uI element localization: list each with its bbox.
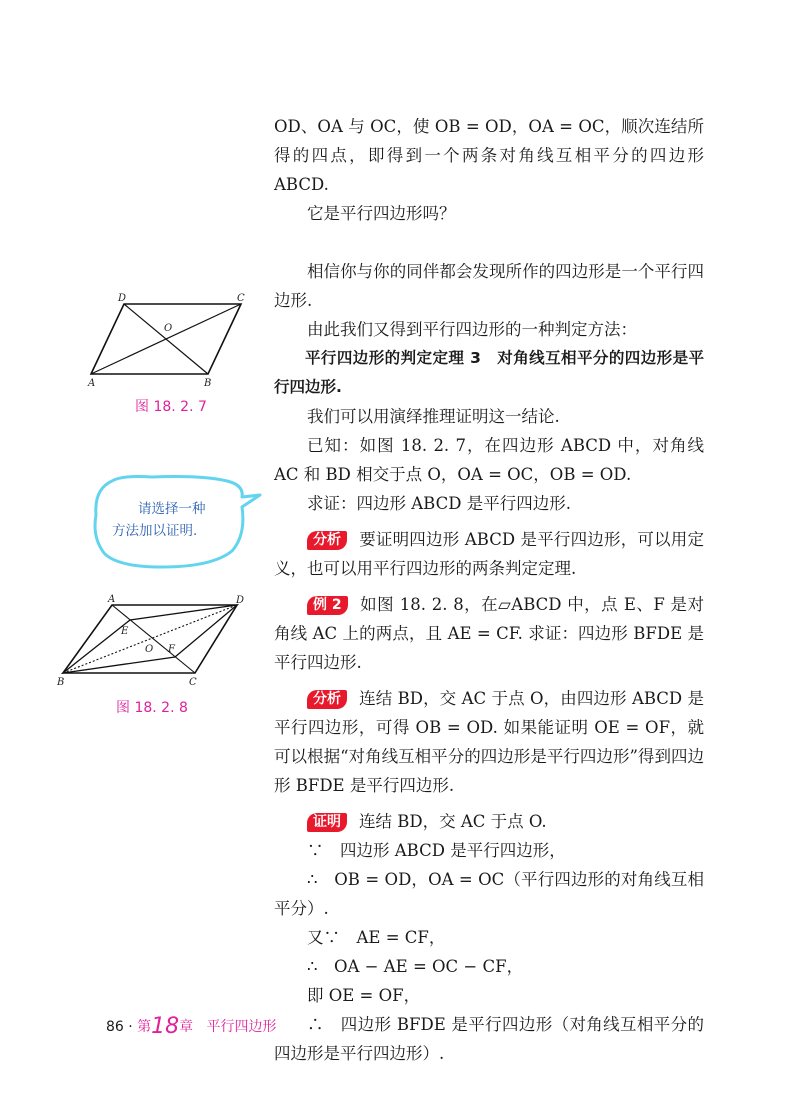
analysis-1 [274, 525, 704, 583]
example-2 [274, 590, 704, 677]
hint-line-1: 请选择一种 [138, 501, 206, 517]
proof-line: ∴ 四边形 BFDE 是平行四边形（对角线互相平分的四边形是平行四边形）. [274, 1015, 704, 1063]
prove-statement: 求证：四边形 ABCD 是平行四边形. [307, 494, 571, 513]
analysis-1-text: 要证明四边形 ABCD 是平行四边形，可以用定义，也可以用平行四边形的两条判定定理. [274, 530, 704, 578]
page-number: 86 · [106, 1019, 133, 1035]
proof-first-text: 连结 BD，交 AC 于点 O. [359, 812, 547, 831]
example-2-text: 如图 18. 2. 8，在▱ABCD 中，点 E、F 是对角线 AC 上的两点，且 AE = CF. 求证：四边形 BFDE 是平行四边形. [274, 595, 704, 672]
proof-line: 即 OE = OF， [307, 986, 421, 1005]
label-b: B [57, 677, 65, 687]
label-d: D [236, 595, 245, 606]
label-o: O [145, 644, 154, 655]
theorem-3: 平行四边形的判定定理 3 对角线互相平分的四边形是平行四边形. [274, 349, 704, 396]
figure-caption-18-2-8: 图 18. 2. 8 [116, 700, 188, 716]
analysis-2 [274, 684, 704, 800]
proof-line: ∵ 四边形 ABCD 是平行四边形， [307, 841, 566, 860]
label-b: B [204, 378, 212, 389]
chapter-number: 18 [151, 1014, 180, 1039]
label-e: E [121, 626, 129, 637]
main-text [274, 112, 704, 1068]
label-d: D [118, 293, 127, 304]
figure-caption-18-2-7: 图 18. 2. 7 [135, 399, 207, 415]
given-statement: 已知：如图 18. 2. 7，在四边形 ABCD 中，对角线 AC 和 BD 相交于点 O，OA = OC，OB = OD. [274, 436, 704, 484]
paragraph-construction: OD、OA 与 OC，使 OB = OD，OA = OC，顺次连结所得的四点，即得到一个两条对角线互相平分的四边形 ABCD. [274, 117, 704, 194]
paragraph-method-intro: 由此我们又得到平行四边形的一种判定方法： [307, 320, 637, 339]
label-o: O [164, 323, 173, 334]
proof-first-line [274, 807, 704, 836]
paragraph-deductive: 我们可以用演绎推理证明这一结论. [307, 407, 560, 426]
chapter-title: 平行四边形 [206, 1019, 277, 1035]
proof-line: ∴ OB = OD，OA = OC（平行四边形的对角线互相平分）. [274, 870, 704, 918]
label-a: A [88, 378, 96, 389]
analysis-tag: 分析 [307, 690, 347, 709]
analysis-tag: 分析 [307, 531, 347, 550]
proof-line: 又∵ AE = CF， [307, 928, 446, 947]
hint-line-2: 方法加以证明. [112, 523, 198, 539]
analysis-2-text: 连结 BD，交 AC 于点 O，由四边形 ABCD 是平行四边形，可得 OB = OD. 如果能证明 OE = OF，就可以根据“对角线互相平分的四边形是平行四边形”得到四边形 BFDE 是平行四边形. [274, 689, 704, 795]
diagonal-bd [124, 304, 208, 374]
hint-bubble-text [112, 498, 242, 542]
example-tag: 例 2 [307, 596, 348, 615]
page-footer [106, 1014, 277, 1039]
diagonal-ac [112, 605, 195, 673]
diagonal-bd-dotted [63, 605, 237, 673]
chapter-prefix: 第 [137, 1019, 152, 1035]
paragraph-question: 它是平行四边形吗？ [307, 204, 456, 223]
proof-line: ∴ OA − AE = OC − CF， [307, 957, 524, 976]
figure-18-2-8 [55, 592, 260, 687]
chapter-suffix: 章 [179, 1019, 194, 1035]
label-c: C [237, 293, 245, 304]
proof-tag: 证明 [307, 813, 347, 832]
label-f: F [168, 644, 175, 655]
label-a: A [108, 594, 116, 605]
paragraph-discovery: 相信你与你的同伴都会发现所作的四边形是一个平行四边形. [274, 262, 704, 310]
figure-18-2-7 [86, 290, 256, 390]
label-c: C [189, 677, 197, 687]
